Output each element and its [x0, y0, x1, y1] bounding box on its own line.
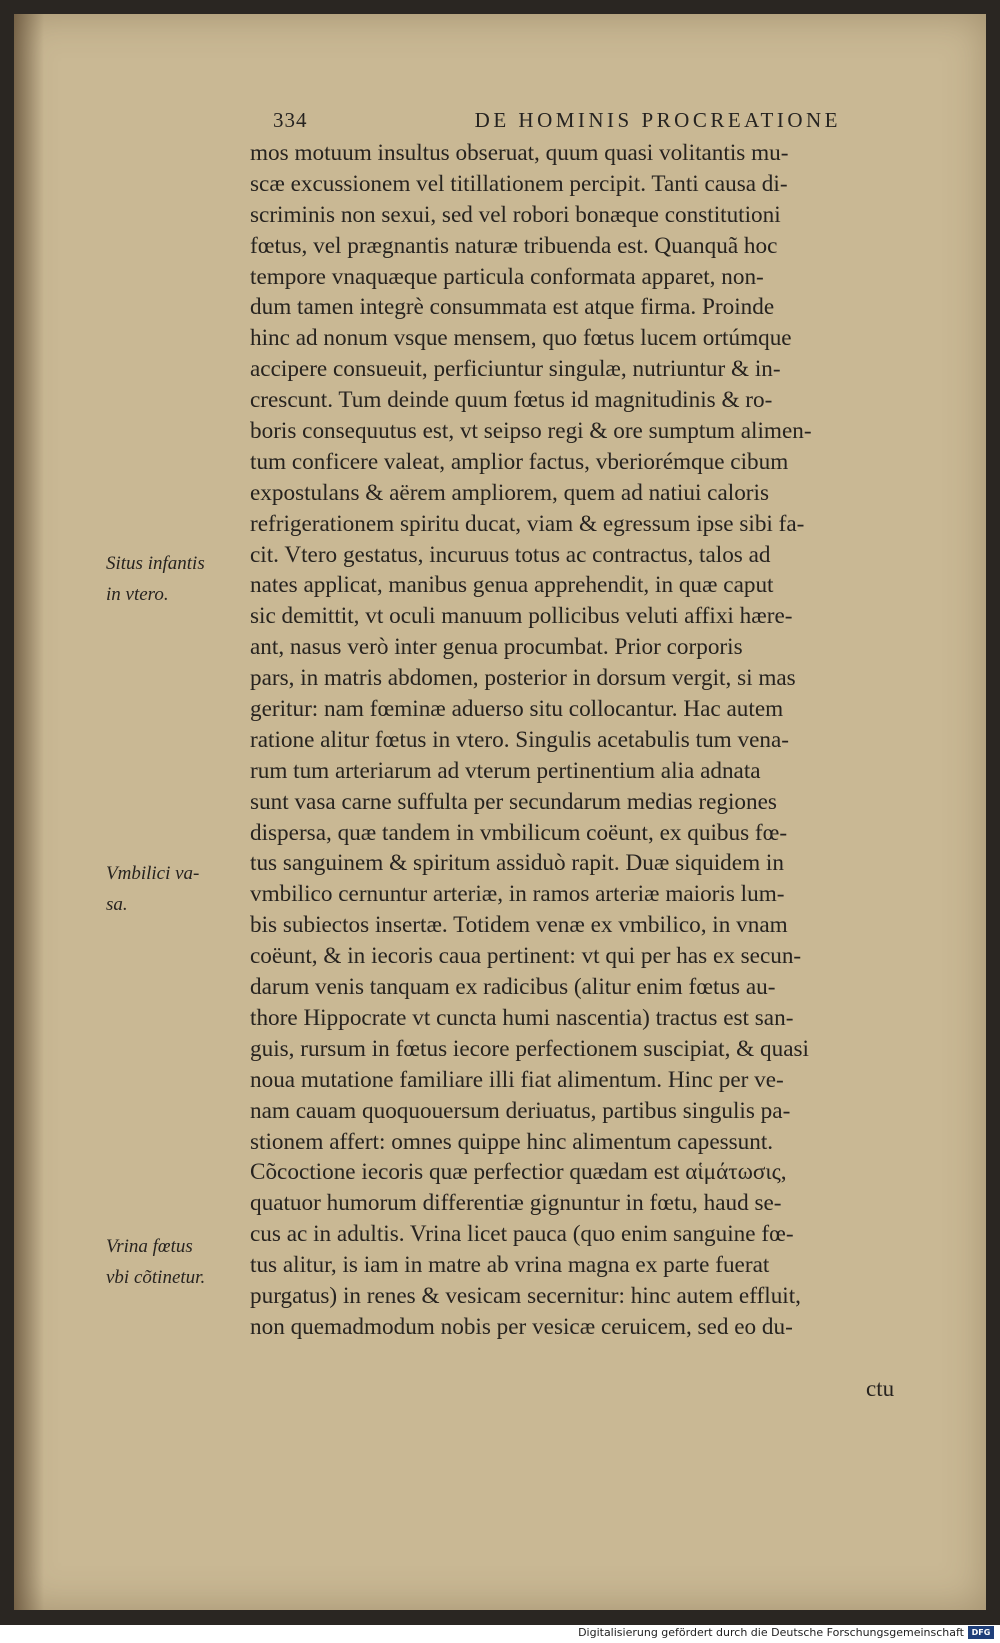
- text-line: cus ac in adultis. Vrina licet pauca (quo enim sanguine fœ-: [250, 1221, 794, 1248]
- text-line: crescunt. Tum deinde quum fœtus id magnitudinis & ro-: [250, 387, 773, 414]
- margin-note-line: Vmbilici va-: [106, 863, 200, 884]
- digitization-credit: Digitalisierung gefördert durch die Deutsche Forschungsgemeinschaft: [578, 1626, 964, 1639]
- text-line: rum tum arteriarum ad vterum pertinentium alia adnata: [250, 757, 761, 784]
- text-line: mos motuum insultus obseruat, quum quasi volitantis mu-: [250, 140, 789, 166]
- text-line: boris consequutus est, vt seipso regi & ore sumptum alimen-: [250, 418, 812, 445]
- margin-note-line: vbi cõtinetur.: [106, 1267, 206, 1288]
- text-line: nates applicat, manibus genua apprehendit, in quæ caput: [250, 572, 774, 599]
- text-line: tus sanguinem & spiritum assiduò rapit. Duæ siquidem in: [250, 850, 784, 877]
- margin-note-vmbilici: [106, 858, 246, 920]
- text-line: coëunt, & in iecoris caua pertinent: vt qui per has ex secun-: [250, 943, 802, 970]
- text-line: Cõcoctione iecoris quæ perfectior quædam est αἱμάτωσις,: [250, 1159, 787, 1186]
- text-line: cit. Vtero gestatus, incuruus totus ac contractus, talos ad: [250, 541, 771, 568]
- catchword: ctu: [866, 1376, 895, 1401]
- text-line: guis, rursum in fœtus iecore perfectionem suscipiat, & quasi: [250, 1035, 809, 1062]
- text-line: expostulans & aërem ampliorem, quem ad natiui caloris: [250, 479, 769, 506]
- text-line: geritur: nam fœminæ aduerso situ collocantur. Hac autem: [250, 696, 784, 723]
- text-line: non quemadmodum nobis per vesicæ ceruicem, sed eo du-: [250, 1313, 793, 1340]
- text-line: thore Hippocrate vt cuncta humi nascentia) tractus est san-: [250, 1004, 794, 1031]
- text-line: sunt vasa carne suffulta per secundarum medias regiones: [250, 788, 777, 815]
- running-head: DE HOMINIS PROCREATIONE: [474, 108, 841, 132]
- text-line: ratione alitur fœtus in vtero. Singulis acetabulis tum vena-: [250, 726, 789, 753]
- text-line: ant, nasus verò inter genua procumbat. Prior corporis: [250, 634, 743, 661]
- text-line: sic demittit, vt oculi manuum pollicibus veluti affixi hære-: [250, 603, 793, 630]
- text-line: hinc ad nonum vsque mensem, quo fœtus lucem ortúmque: [250, 325, 792, 352]
- page-header: [273, 108, 841, 133]
- margin-note-situs: [106, 548, 246, 610]
- text-line: refrigerationem spiritu ducat, viam & egressum ipse sibi fa-: [250, 510, 805, 537]
- text-line: vmbilico cernuntur arteriæ, in ramos arteriæ maioris lum-: [250, 881, 785, 908]
- margin-note-line: Situs infantis: [106, 553, 205, 574]
- text-line: tus alitur, is iam in matre ab vrina magna ex parte fuerat: [250, 1252, 770, 1279]
- text-line: tempore vnaquæque particula conformata apparet, non-: [250, 263, 764, 290]
- text-line: fœtus, vel prægnantis naturæ tribuenda est. Quanquã hoc: [250, 232, 778, 259]
- text-line: purgatus) in renes & vesicam secernitur: hinc autem effluit,: [250, 1282, 801, 1309]
- margin-note-vrina: [106, 1231, 246, 1293]
- text-line: scæ excussionem vel titillationem percipit. Tanti causa di-: [250, 170, 788, 197]
- text-line: bis subiectos insertæ. Totidem venæ ex vmbilico, in vnam: [250, 912, 788, 939]
- text-line: pars, in matris abdomen, posterior in dorsum vergit, si mas: [250, 665, 796, 692]
- margin-note-line: Vrina fœtus: [106, 1236, 193, 1257]
- page-gutter-shadow: [14, 14, 44, 1610]
- text-line: dispersa, quæ tandem in vmbilicum coëunt, ex quibus fœ-: [250, 819, 788, 846]
- text-line: stionem affert: omnes quippe hinc alimentum capessunt.: [250, 1128, 774, 1155]
- text-line: noua mutatione familiare illi fiat alimentum. Hinc per ve-: [250, 1066, 784, 1093]
- body-text: [250, 138, 930, 1343]
- text-line: dum tamen integrè consummata est atque firma. Proinde: [250, 294, 775, 321]
- text-line: darum venis tanquam ex radicibus (alitur enim fœtus au-: [250, 974, 776, 1001]
- text-line: nam cauam quoquouersum deriuatus, partibus singulis pa-: [250, 1097, 791, 1124]
- text-line: accipere consueuit, perficiuntur singulæ, nutriuntur & in-: [250, 356, 781, 383]
- dfg-logo-icon: DFG: [968, 1626, 994, 1639]
- text-line: quatuor humorum differentiæ gignuntur in fœtu, haud se-: [250, 1190, 782, 1217]
- margin-note-line: sa.: [106, 894, 128, 915]
- page-number: 334: [273, 108, 308, 132]
- margin-note-line: in vtero.: [106, 584, 169, 605]
- text-line: scriminis non sexui, sed vel robori bonæque constitutioni: [250, 201, 781, 228]
- text-line: tum conficere valeat, amplior factus, vberiorémque cibum: [250, 448, 789, 475]
